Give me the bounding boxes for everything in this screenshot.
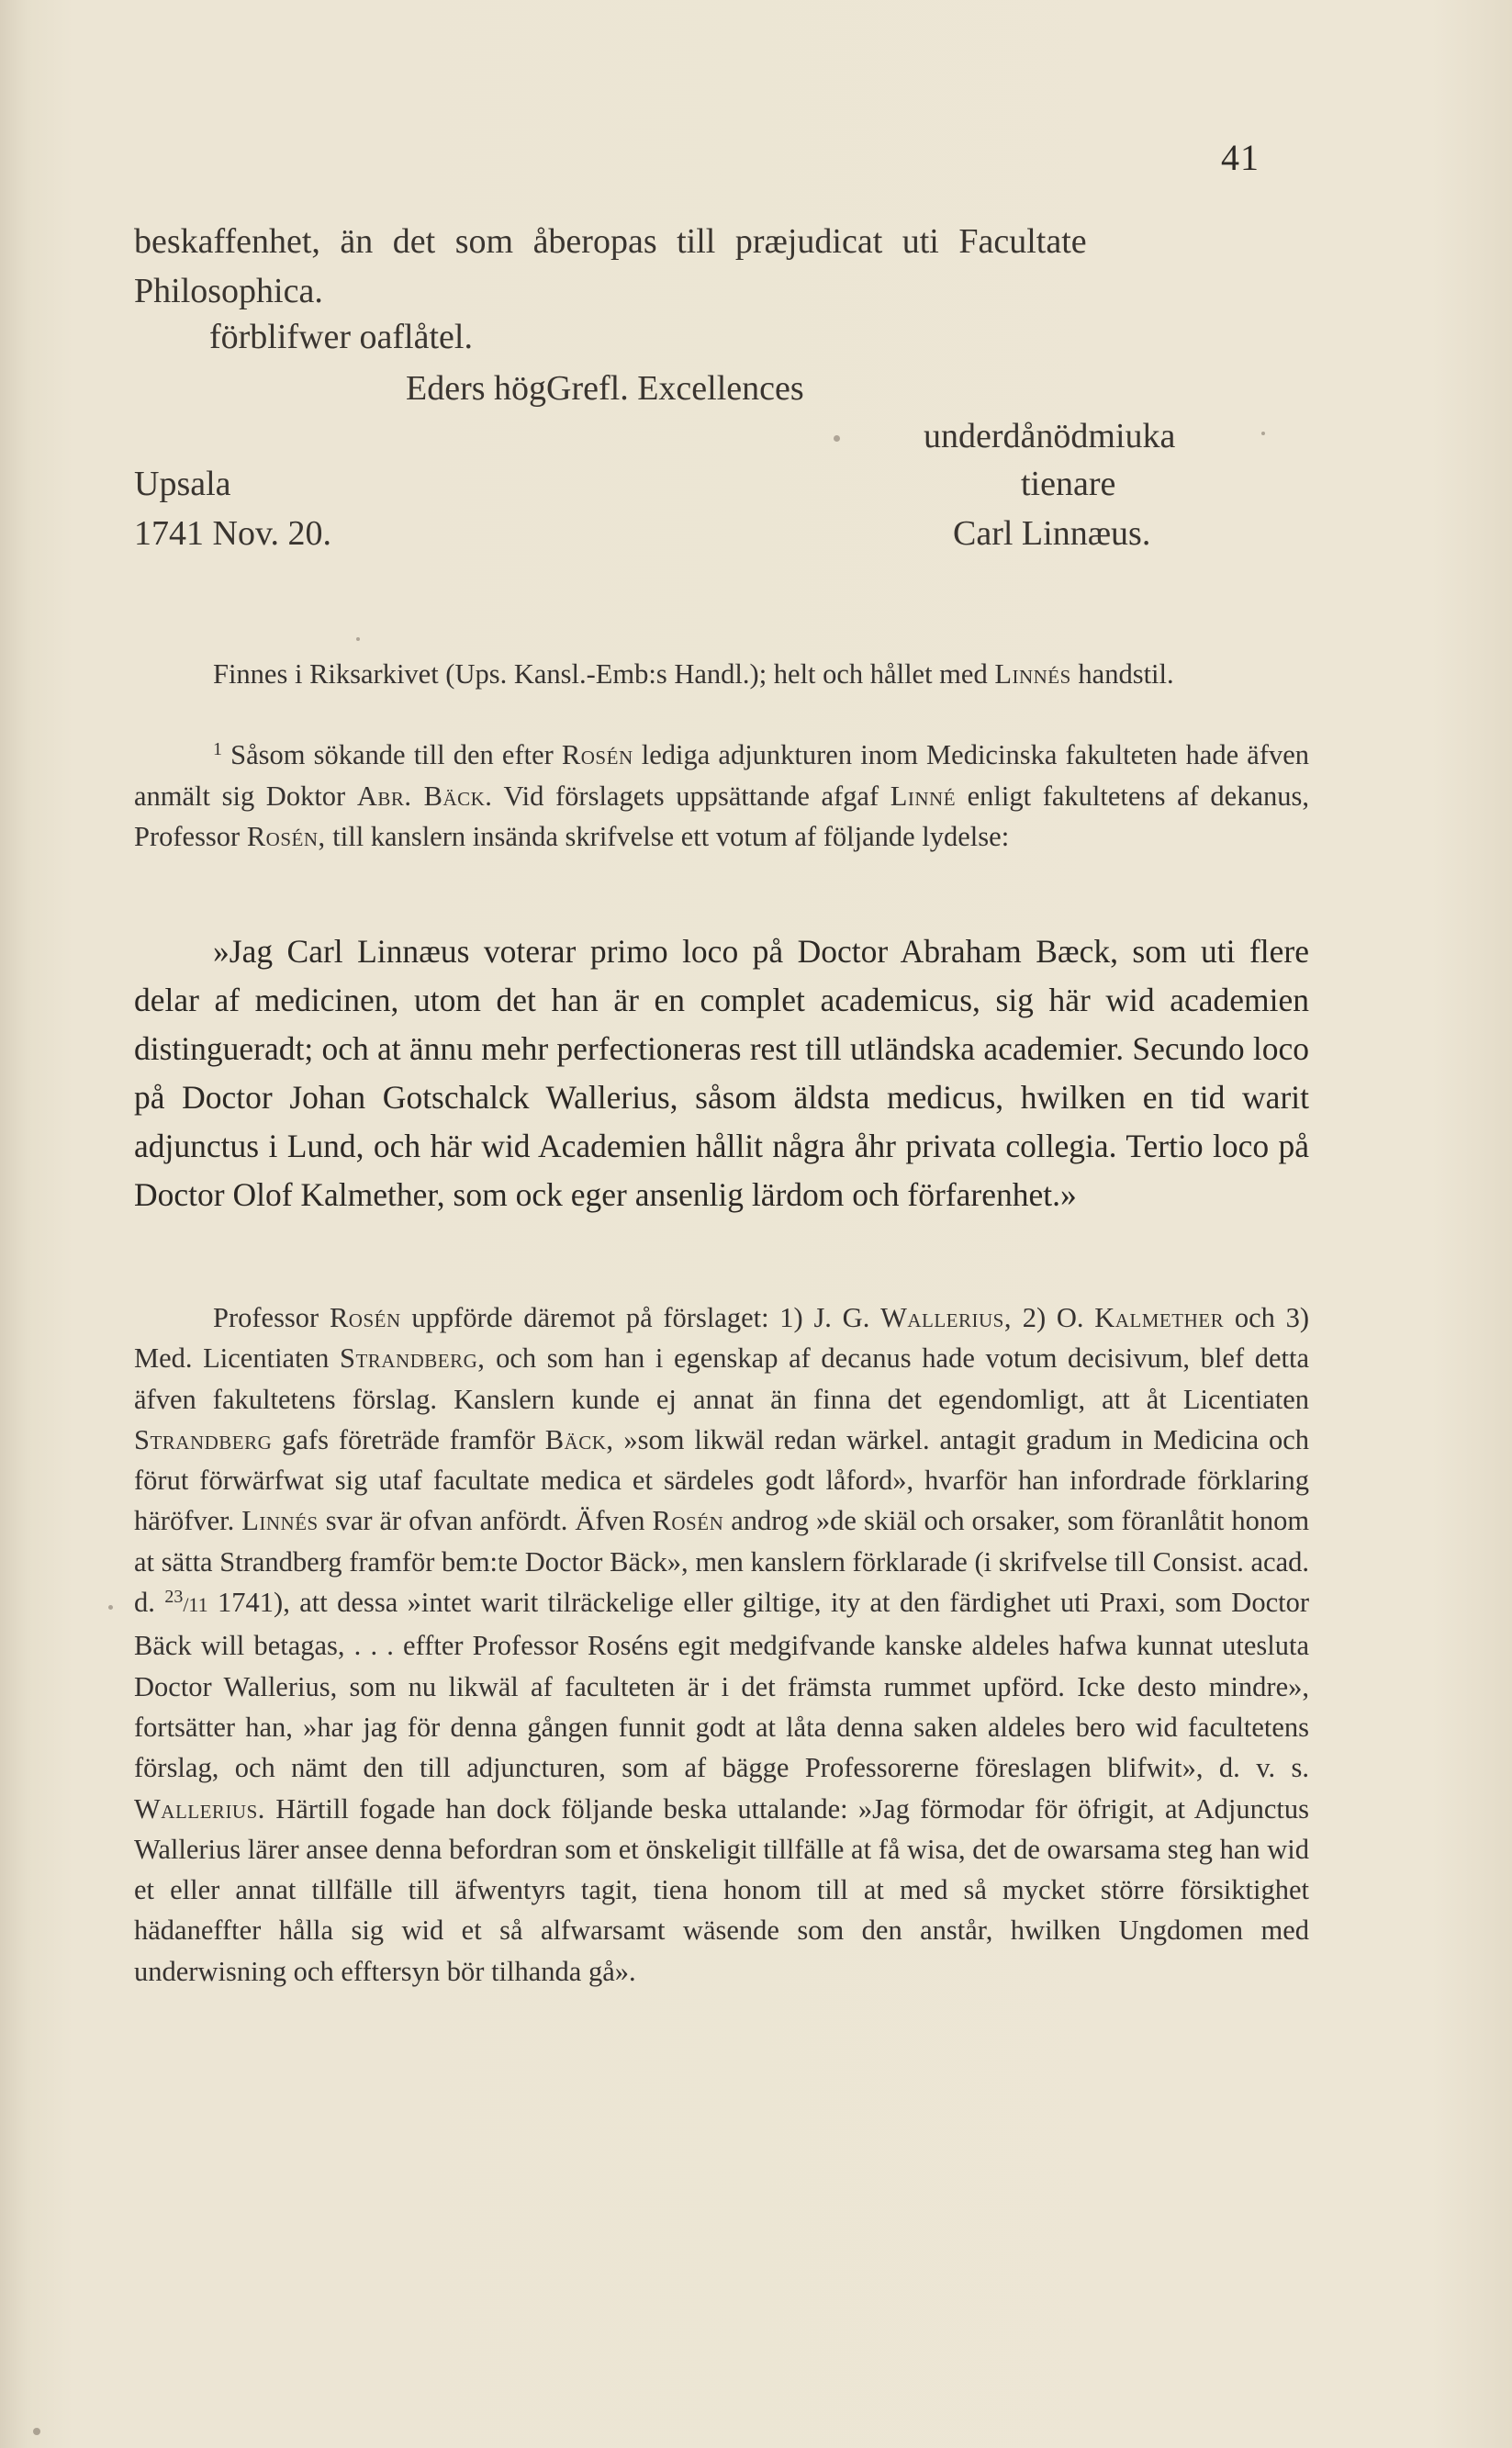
footnote-text: Såsom sökande till den efter bbox=[230, 739, 554, 770]
quote-text: »Jag Carl Linnæus voterar primo loco på Doctor Abraham Bæck, som uti flere delar af medicinen, utom det han är en complet academicus, sig här wid academien distingueradt; och at ännu mehr perfectioneras rest till utländska academier. Secundo loco på Doctor Johan Gotschalck Wallerius, såsom äldsta medicus, hwilken en tid warit adjunctus i Lund, och här wid Academien hållit några åhr privata collegia. Tertio loco på Doctor Olof Kalmether, som ock eger ansenlig lärdom och förfarenhet.» bbox=[134, 933, 1309, 1213]
commentary-text: uppförde däremot på förslaget: 1) J. G. bbox=[411, 1302, 870, 1333]
person-name: Kalmether bbox=[1094, 1302, 1225, 1333]
person-name: Linnés bbox=[241, 1505, 319, 1537]
person-name: Wallerius, bbox=[880, 1302, 1012, 1333]
person-name: Bäck, bbox=[544, 1423, 614, 1455]
footnote-text: Vid förslagets uppsättande afgaf bbox=[503, 780, 879, 812]
letter-line: Philosophica. bbox=[134, 272, 323, 310]
paper-speck bbox=[108, 1605, 113, 1610]
person-name: Wallerius. bbox=[134, 1792, 265, 1825]
letter-signature-title: tienare bbox=[1021, 465, 1116, 503]
person-name: Strandberg, bbox=[339, 1342, 486, 1375]
letter-salutation: Eders högGrefl. Excellences bbox=[406, 369, 804, 408]
letter-line: beskaffenhet, än det som åberopas till præjudicat uti Facultate bbox=[134, 222, 1087, 261]
source-note-text: handstil. bbox=[1078, 658, 1174, 690]
paper-speck bbox=[1261, 432, 1265, 435]
person-name: Linné bbox=[890, 780, 957, 812]
person-name: Rosén, bbox=[246, 821, 326, 852]
commentary-text: 1741), att dessa »intet warit tilräckelige eller giltige, ity at den färdighet uti Praxi, som Doctor Bäck will betagas, . . . effter Professor Roséns egit medgifvande kanske aldeles hafwa kunnat utesluta Doctor Wallerius, som nu likwäl af faculteten är i det främsta rummet upförd. Icke desto mindre», fortsätter han, »har jag för denna gången funnit godt at låta denna saken aldeles bero wid facultetens förslag, och nämt den till adjuncturen, som af bägge Professorerne föreslagen blifwit», d. v. s. bbox=[134, 1587, 1309, 1784]
source-note-name: Linnés bbox=[994, 658, 1071, 690]
commentary-text: Härtill fogade han dock följande beska uttalande: »Jag förmodar för öfrigit, at Adjunctus Wallerius lärer ansee denna befordran som et önskeligit tillfälle at få wisa, det de owarsama steg han wid et eller annat tillfälle till äfwentyrs tagit, tiena honom till at med så mycket större försiktighet hädaneffter hålla sig wid et så alfwarsamt wäsende som den anstår, hwilken Ungdomen med underwisning och efftersyn bör tilhanda gå». bbox=[134, 1792, 1309, 1987]
footnote-text: till kanslern insända skrifvelse ett votum af följande lydelse: bbox=[332, 821, 1010, 852]
letter-date: 1741 Nov. 20. bbox=[134, 514, 331, 553]
commentary-text: och som han i egenskap af decanus hade votum decisivum, blef detta äfven fakultetens förslag. Kanslern kunde ej annat än finna det egendomligt, att åt Licentiaten bbox=[134, 1342, 1310, 1415]
person-name: Abr. Bäck. bbox=[356, 780, 493, 812]
person-name: Rosén bbox=[652, 1505, 724, 1537]
date-fraction-num: 23 bbox=[164, 1587, 184, 1608]
paper-speck bbox=[356, 637, 360, 641]
commentary-text: och 3) Med. Licentiaten bbox=[134, 1302, 1310, 1375]
commentary-text: 2) O. bbox=[1022, 1302, 1084, 1333]
person-name: Rosén bbox=[329, 1302, 401, 1333]
footnote-text: enligt fakultetens af dekanus, Professor bbox=[134, 780, 1309, 852]
commentary-text: gafs företräde framför bbox=[282, 1423, 535, 1455]
letter-signature: Carl Linnæus. bbox=[953, 514, 1151, 553]
letter-place: Upsala bbox=[134, 465, 231, 503]
page-number: 41 bbox=[1221, 137, 1260, 178]
source-note-text: Finnes i Riksarkivet (Ups. Kansl.-Emb:s Handl.); helt och hållet med bbox=[213, 658, 988, 690]
paper-speck bbox=[834, 435, 840, 442]
source-note bbox=[134, 654, 1309, 695]
letter-closing-phrase: underdånödmiuka bbox=[924, 417, 1176, 455]
person-name: Rosén bbox=[561, 739, 633, 770]
person-name: Strandberg bbox=[134, 1423, 273, 1455]
commentary-text: »som likwäl redan wärkel. antagit gradum in Medicina och förut förwärfwat sig utaf facultate medica et särdeles godt låford», hvarför han infordrade förklaring häröfver. bbox=[134, 1423, 1310, 1537]
footnote bbox=[134, 735, 1309, 858]
commentary bbox=[134, 1297, 1309, 1992]
footnote-marker: 1 bbox=[213, 739, 222, 759]
letter-line: förblifwer oaflåtel. bbox=[209, 318, 473, 356]
commentary-text: Professor bbox=[213, 1302, 319, 1333]
commentary-text: androg »de skiäl och orsaker, som föranlåtit honom at sätta Strandberg framför bem:te Doctor Bäck», men kanslern förklarade (i skrifvelse till Consist. acad. d. bbox=[134, 1505, 1310, 1619]
date-fraction-den: /11 bbox=[183, 1593, 208, 1617]
commentary-text: svar är ofvan anfördt. Äfven bbox=[325, 1505, 645, 1537]
vote-quote bbox=[134, 927, 1309, 1219]
footnote-text: lediga adjunkturen inom Medicinska fakulteten hade äfven anmält sig Doktor bbox=[134, 739, 1310, 812]
paper-speck bbox=[33, 2428, 40, 2435]
